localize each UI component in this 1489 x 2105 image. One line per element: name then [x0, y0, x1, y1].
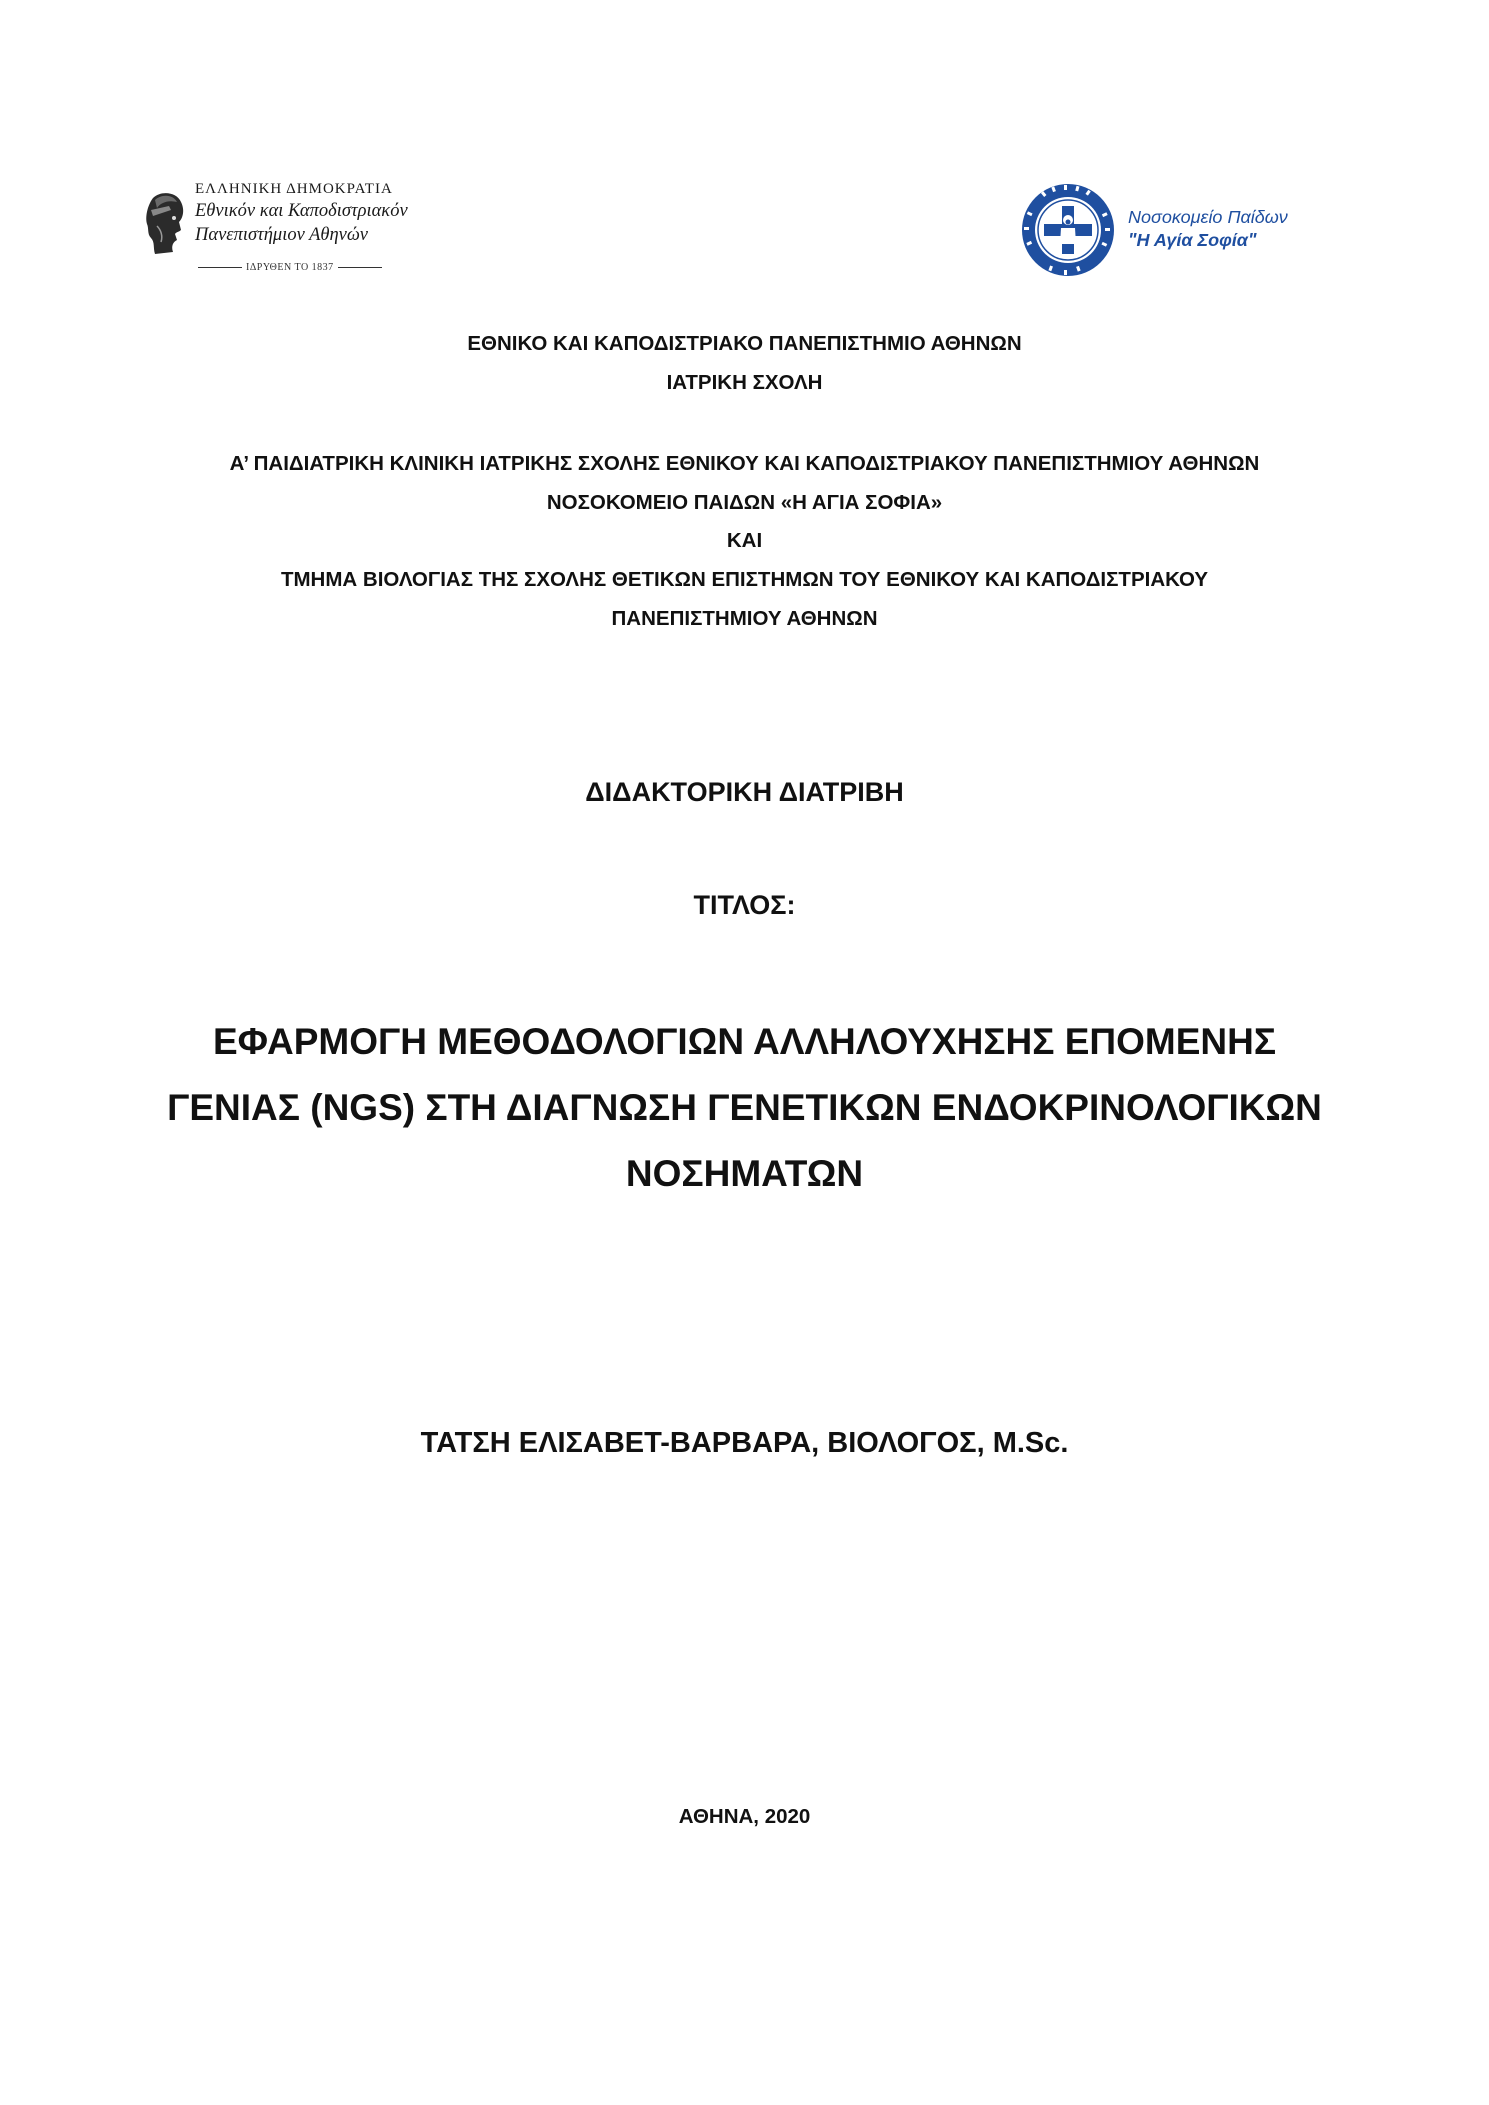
header-department-line2: ΠΑΝΕΠΙΣΤΗΜΙΟΥ ΑΘΗΝΩΝ [611, 607, 878, 630]
thesis-title-line3: ΝΟΣΗΜΑΤΩΝ [625, 1153, 864, 1194]
thesis-title-line2: ΓΕΝΙΑΣ (NGS) ΣΤΗ ΔΙΑΓΝΩΣΗ ΓΕΝΕΤΙΚΩΝ ΕΝΔΟΚΡΙΝΟΛΟΓΙΚΩΝ [167, 1087, 1322, 1128]
athena-head-icon [143, 190, 189, 260]
university-logo [143, 180, 503, 280]
hospital-seal-icon [1020, 182, 1116, 278]
header-department-line1: ΤΜΗΜΑ ΒΙΟΛΟΓΙΑΣ ΤΗΣ ΣΧΟΛΗΣ ΘΕΤΙΚΩΝ ΕΠΙΣΤΗΜΩΝ ΤΟΥ ΕΘΝΙΚΟΥ ΚΑΙ ΚΑΠΟΔΙΣΤΡΙΑΚΟΥ [280, 568, 1209, 591]
founded-rule-left [198, 267, 242, 268]
author: ΤΑΤΣΗ ΕΛΙΣΑΒΕΤ-ΒΑΡΒΑΡΑ, ΒΙΟΛΟΓΟΣ, M.Sc. [420, 1427, 1069, 1459]
place-date: ΑΘΗΝΑ, 2020 [678, 1805, 811, 1828]
document-type: ΔΙΔΑΚΤΟΡΙΚΗ ΔΙΑΤΡΙΒΗ [585, 777, 904, 807]
founded-rule-right [338, 267, 382, 268]
hospital-logo-line1: Νοσοκομείο Παίδων [1128, 207, 1288, 227]
hospital-logo [1020, 182, 1320, 282]
thesis-title-line1: ΕΦΑΡΜΟΓΗ ΜΕΘΟΔΟΛΟΓΙΩΝ ΑΛΛΗΛΟΥΧΗΣΗΣ ΕΠΟΜΕΝΗΣ [212, 1021, 1277, 1062]
university-founded [198, 262, 382, 273]
header-conjunction: ΚΑΙ [726, 529, 763, 552]
header-school: ΙΑΤΡΙΚΗ ΣΧΟΛΗ [666, 371, 823, 394]
university-logo-line3: Πανεπιστήμιον Αθηνών [195, 225, 368, 245]
header-clinic: Α’ ΠΑΙΔΙΑΤΡΙΚΗ ΚΛΙΝΙΚΗ ΙΑΤΡΙΚΗΣ ΣΧΟΛΗΣ ΕΘΝΙΚΟΥ ΚΑΙ ΚΑΠΟΔΙΣΤΡΙΑΚΟΥ ΠΑΝΕΠΙΣΤΗΜΙΟΥ ΑΘΗΝΩΝ [229, 452, 1260, 475]
title-label: ΤΙΤΛΟΣ: [693, 890, 796, 920]
university-founded-text: ΙΔΡΥΘΕΝ ΤΟ 1837 [246, 262, 334, 273]
hospital-logo-line2: "Η Αγία Σοφία" [1128, 230, 1257, 250]
university-logo-line2: Εθνικόν και Καποδιστριακόν [195, 201, 408, 221]
header-university: ΕΘΝΙΚΟ ΚΑΙ ΚΑΠΟΔΙΣΤΡΙΑΚΟ ΠΑΝΕΠΙΣΤΗΜΙΟ ΑΘΗΝΩΝ [467, 332, 1022, 355]
header-hospital: ΝΟΣΟΚΟΜΕΙΟ ΠΑΙΔΩΝ «Η ΑΓΙΑ ΣΟΦΙΑ» [546, 491, 943, 514]
hospital-logo-text [1128, 206, 1288, 252]
university-logo-line1: ΕΛΛΗΝΙΚΗ ΔΗΜΟΚΡΑΤΙΑ [195, 181, 393, 197]
university-logo-text [195, 180, 505, 247]
